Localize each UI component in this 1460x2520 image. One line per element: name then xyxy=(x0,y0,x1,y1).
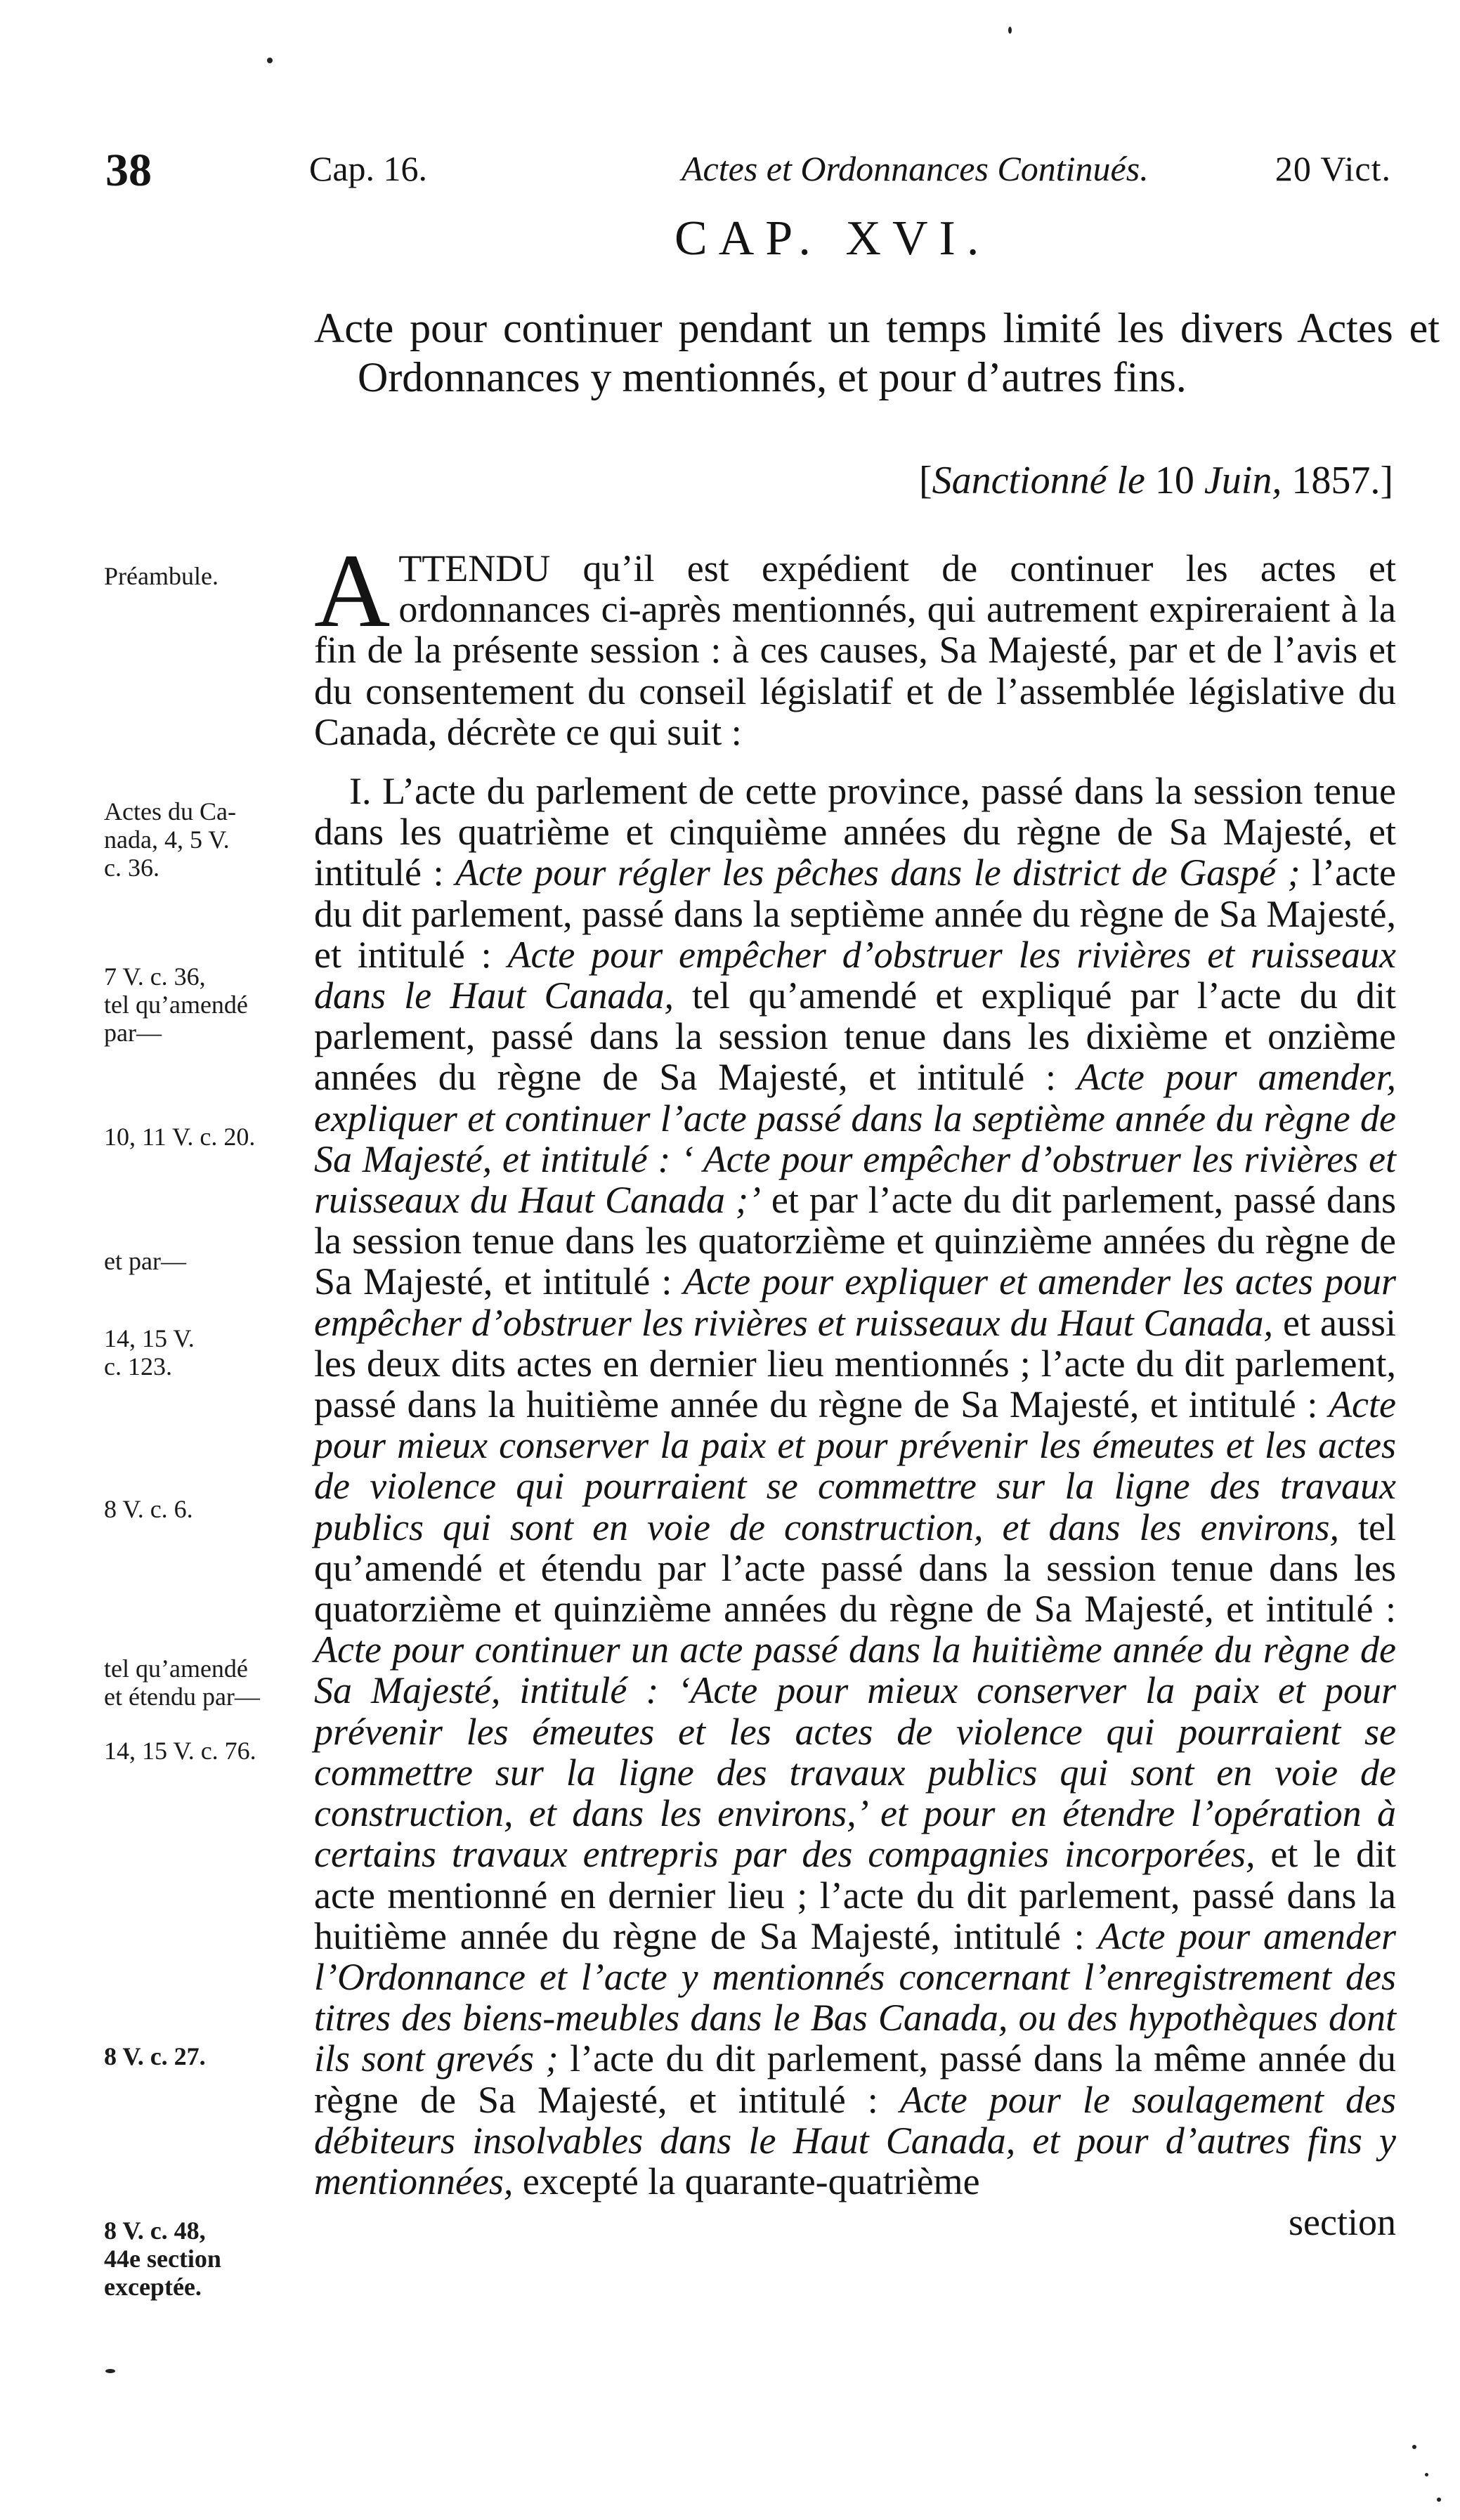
scan-speck xyxy=(1008,27,1012,34)
sanction-day: 10 xyxy=(1145,459,1204,502)
body-text xyxy=(314,533,1396,2244)
margin-line: 8 V. c. 48, xyxy=(104,2217,206,2245)
margin-line: c. 123. xyxy=(104,1352,172,1380)
margin-line: 7 V. c. 36, xyxy=(104,962,206,991)
sanction-month: Juin, xyxy=(1204,459,1282,502)
margin-note-8v-c48 xyxy=(104,2217,315,2301)
margin-note-actes-canada xyxy=(104,797,315,882)
section-text: I. L’acte du parlement de cette province, passé dans la session tenue dans les quatrième et cinquième années du règne de Sa Majesté, et intitulé : xyxy=(314,770,1396,894)
act-citation: Acte pour régler les pêches dans le district de Gaspé ; xyxy=(455,851,1301,894)
margin-line: tel qu’amendé xyxy=(104,991,248,1019)
scan-speck xyxy=(1412,2445,1416,2449)
drop-cap: A xyxy=(314,533,391,649)
section-text: et le dit acte mentionné en dernier lieu ; l’acte du dit parlement, passé dans la huitième année du règne de Sa Majesté, intitulé : xyxy=(314,1833,1396,1957)
act-citation: Acte pour expliquer et amender les actes pour empêcher d’obstruer les rivières et ruisseaux du Haut Canada, xyxy=(314,1260,1396,1344)
chapter-title: CAP. XVI. xyxy=(674,211,991,266)
margin-line: et étendu par— xyxy=(104,1683,260,1711)
margin-note-amende-etendu xyxy=(104,1654,315,1711)
margin-note-et-par: et par— xyxy=(104,1247,186,1275)
catchword: section xyxy=(1289,2201,1396,2244)
section-text: tel qu’amendé et étendu par l’acte passé dans la session tenue dans les quatorzième et quinzième années du règne de Sa Majesté, et intitulé : xyxy=(314,1506,1396,1631)
sanction-label: Sanctionné le xyxy=(932,459,1145,502)
scan-speck xyxy=(267,58,273,63)
act-citation: Acte pour le soulagement des débiteurs insolvables dans le Haut Canada, et pour d’autres fins y mentionnées, xyxy=(314,2078,1396,2202)
margin-line: 14, 15 V. xyxy=(104,1324,195,1352)
section-text: l’acte du dit parlement, passé dans la même année du règne de Sa Majesté, et intitulé : xyxy=(314,2037,1396,2121)
regnal-year: 20 Vict. xyxy=(1275,149,1391,188)
cap-reference: Cap. 16. xyxy=(309,149,428,188)
act-citation: Acte pour empêcher d’obstruer les rivières et ruisseaux dans le Haut Canada, xyxy=(314,933,1396,1017)
section-text: excepté la quarante-quatrième xyxy=(513,2160,980,2202)
margin-line: tel qu’amendé xyxy=(104,1654,248,1683)
margin-line: par— xyxy=(104,1019,162,1047)
margin-note-preambule: Préambule. xyxy=(104,562,219,590)
margin-line: 44e section xyxy=(104,2245,221,2273)
running-head xyxy=(105,144,1391,196)
section-text: tel qu’amendé et expliqué par l’acte du dit parlement, passé dans la session tenue dans les dixième et onzième années du règne de Sa Majesté, et intitulé : xyxy=(314,974,1396,1099)
section-text: et aussi les deux dits actes en dernier lieu mentionnés ; l’acte du dit parlement, passé dans la huitième année du règne de Sa Majesté, et intitulé : xyxy=(314,1301,1396,1426)
act-title: Acte pour continuer pendant un temps limité les divers Actes et Ordonnances y mentionnés, et pour d’autres fins. xyxy=(314,305,1440,400)
act-citation: Acte pour amender l’Ordonnance et l’acte y mentionnés concernant l’enregistrement des titres des biens-meubles dans le Bas Canada, ou des hypothèques dont ils sont grevés ; xyxy=(314,1914,1396,2080)
margin-note-8v-c27: 8 V. c. 27. xyxy=(104,2042,206,2070)
margin-note-14-15v-c123 xyxy=(104,1324,315,1380)
margin-note-14-15v-c76: 14, 15 V. c. 76. xyxy=(104,1737,256,1765)
margin-line: exceptée. xyxy=(104,2273,202,2301)
margin-line: Actes du Ca- xyxy=(104,797,236,825)
section-1-paragraph xyxy=(314,771,1396,2202)
act-citation: Acte pour amender, expliquer et continuer l’acte passé dans la septième année du règne de Sa Majesté, et intitulé : ‘ Acte pour empêcher d’obstruer les rivières et ruisseaux du Haut Canada ;’ xyxy=(314,1056,1396,1222)
act-citation: Acte pour mieux conserver la paix et pour prévenir les émeutes et les actes de violence qui pourraient se commettre sur la ligne des travaux publics qui sont en voie de construction, et dans les environs, xyxy=(314,1383,1396,1548)
margin-note-8v-c6: 8 V. c. 6. xyxy=(104,1495,193,1523)
preamble-text: TTENDU qu’il est expédient de continuer les actes et ordonnances ci-après mentionnés, qui autrement expireraient à la fin de la présente session : à ces causes, Sa Majesté, par et de l’avis et du consentement du conseil législatif et de l’assemblée législative du Canada, décrète ce qui suit : xyxy=(314,547,1396,753)
sanction-open: [ xyxy=(919,459,932,502)
margin-line: c. 36. xyxy=(104,854,159,882)
scan-speck xyxy=(1425,2473,1428,2476)
section-text: l’acte du dit parlement, passé dans la septième année du règne de Sa Majesté, et intitulé : xyxy=(314,851,1396,976)
act-citation: Acte pour continuer un acte passé dans la huitième année du règne de Sa Majesté, intitulé : ‘Acte pour mieux conserver la paix et pour prévenir les émeutes et les actes de violence qui pourraient se commettre sur la ligne des travaux publics qui sont en voie de construction, et dans les environs,’ et pour en étendre l’opération à certains travaux entrepris par des compagnies incorporées, xyxy=(314,1628,1396,1876)
page-number: 38 xyxy=(105,145,152,196)
sanction-line xyxy=(919,458,1393,503)
margin-note-7v-c36 xyxy=(104,962,315,1047)
scan-speck xyxy=(105,2369,115,2373)
sanction-year: 1857.] xyxy=(1282,459,1393,502)
section-text: et par l’acte du dit parlement, passé dans la session tenue dans les quatorzième et quinzième années du règne de Sa Majesté, et intitulé : xyxy=(314,1179,1396,1303)
margin-line: nada, 4, 5 V. xyxy=(104,825,230,854)
scan-speck xyxy=(1437,2498,1441,2502)
preamble-paragraph xyxy=(314,533,1396,753)
margin-note-10-11v-c20: 10, 11 V. c. 20. xyxy=(104,1123,256,1151)
running-title: Actes et Ordonnances Continués. xyxy=(682,149,1149,188)
